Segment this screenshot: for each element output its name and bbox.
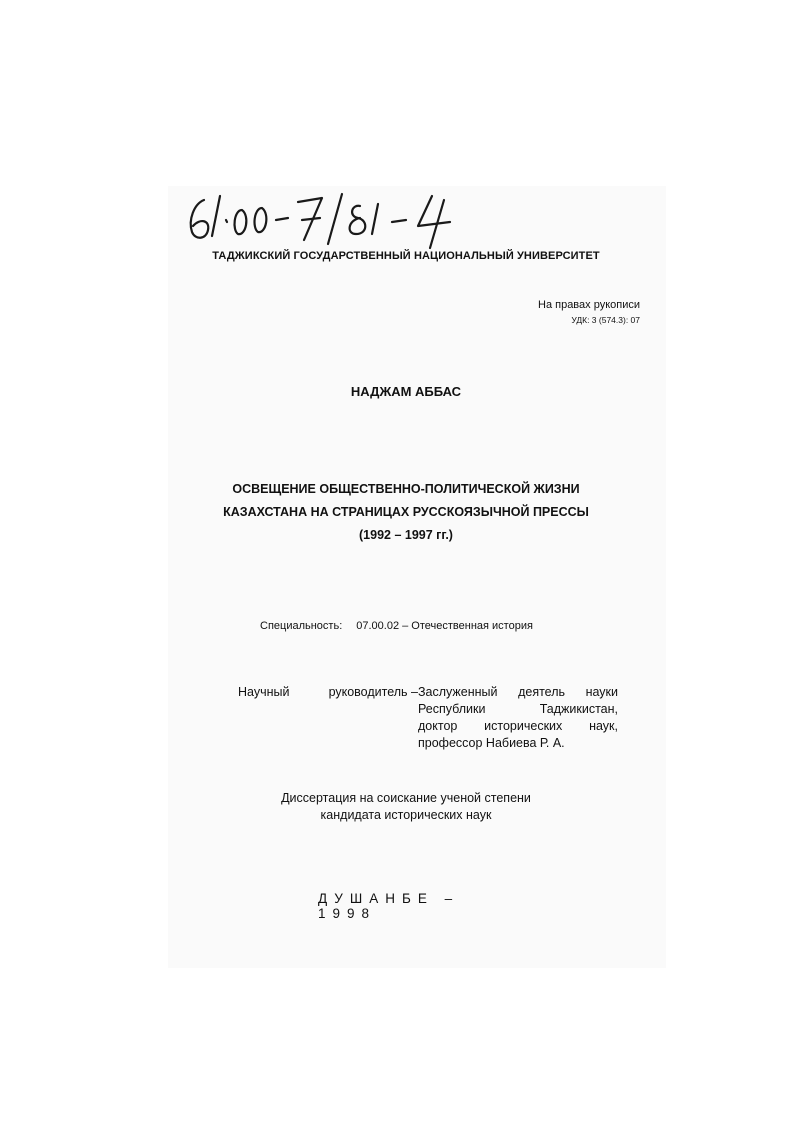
dissertation-degree — [168, 790, 644, 824]
degree-line: кандидата исторических наук — [320, 808, 492, 822]
udk-code: УДК: 3 (574.3): 07 — [571, 315, 640, 325]
supervisor-name-line: профессор Набиева Р. А. — [418, 736, 565, 750]
supervisor-block — [238, 684, 618, 752]
supervisor-spacer — [238, 735, 418, 752]
supervisor-word: деятель — [518, 685, 566, 699]
supervisor-word: исторических — [484, 719, 563, 733]
supervisor-label — [238, 684, 418, 701]
title-line: КАЗАХСТАНА НА СТРАНИЦАХ РУССКОЯЗЫЧНОЙ ПРЕССЫ — [223, 505, 589, 519]
supervisor-word: Заслуженный — [418, 685, 498, 699]
supervisor-label-word: Научный — [238, 685, 290, 699]
supervisor-word: Республики — [418, 702, 486, 716]
title-line: ОСВЕЩЕНИЕ ОБЩЕСТВЕННО-ПОЛИТИЧЕСКОЙ ЖИЗНИ — [232, 482, 580, 496]
specialty-value: 07.00.02 – Отечественная история — [356, 620, 533, 632]
specialty-block — [260, 620, 533, 632]
supervisor-row — [238, 718, 618, 735]
handwritten-archive-mark — [182, 186, 482, 250]
place-and-year — [318, 891, 498, 921]
manuscript-rights-block — [500, 298, 640, 328]
supervisor-spacer — [238, 701, 418, 718]
author-name: НАДЖАМ АББАС — [350, 384, 462, 399]
supervisor-label-word: руководитель – — [328, 685, 418, 699]
manuscript-note: На правах рукописи — [538, 299, 640, 311]
supervisor-word: наук, — [589, 719, 618, 733]
supervisor-title-line — [418, 701, 618, 718]
specialty-label: Специальность: — [260, 620, 343, 632]
title-years: (1992 – 1997 гг.) — [359, 528, 453, 542]
supervisor-spacer — [238, 718, 418, 735]
supervisor-first-row — [238, 684, 618, 701]
supervisor-title-line — [418, 684, 618, 701]
dissertation-title — [168, 478, 644, 547]
handwritten-mark-drawing — [182, 186, 482, 250]
place-year-text: ДУШАНБЕ – 1998 — [318, 891, 460, 921]
supervisor-row — [238, 735, 618, 752]
supervisor-row — [238, 701, 618, 718]
university-name: ТАДЖИКСКИЙ ГОСУДАРСТВЕННЫЙ НАЦИОНАЛЬНЫЙ УНИВЕРСИТЕТ — [212, 250, 600, 262]
supervisor-word: Таджикистан, — [539, 702, 618, 716]
supervisor-word: науки — [585, 685, 618, 699]
supervisor-word: доктор — [418, 719, 458, 733]
supervisor-degree-line — [418, 718, 618, 735]
degree-line: Диссертация на соискание ученой степени — [281, 791, 531, 805]
